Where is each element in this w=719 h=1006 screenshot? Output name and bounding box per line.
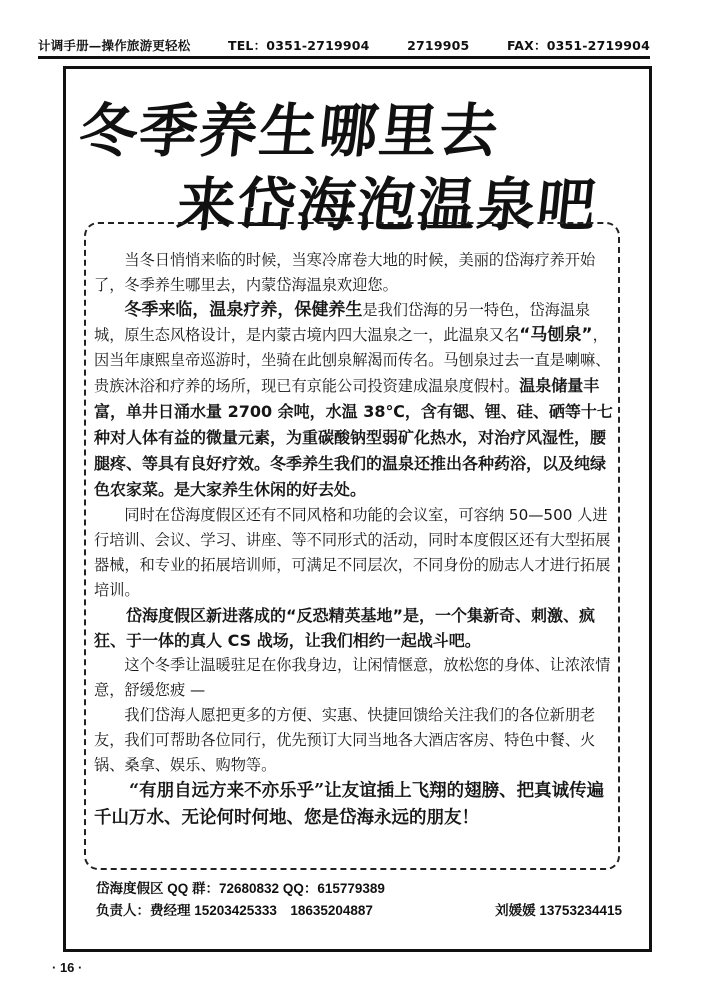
header-tel: TEL：0351-2719904 <box>227 38 370 53</box>
page-number: · 16 · <box>52 960 83 975</box>
article-body <box>94 248 618 832</box>
header-fax: FAX：0351-2719904 <box>506 38 650 53</box>
header-rule <box>38 56 650 59</box>
title-line-2: 来岱海泡温泉吧 <box>173 171 602 239</box>
title-line-1: 冬季养生哪里去 <box>75 97 504 165</box>
paragraph-cs-base: 岱海度假区新进落成的“反恐精英基地”是，一个集新奇、刺激、疯狂、于一体的真人 CS 战场，让我们相约一起战斗吧。 <box>94 606 596 650</box>
footer-contact: 负责人：费经理 15203425333 18635204887 <box>96 903 373 918</box>
footer-qq: 岱海度假区 QQ 群：72680832 QQ：615779389 <box>96 881 385 896</box>
paragraph-service: 我们岱海人愿把更多的方便、实惠、快捷回馈给关注我们的各位新朋老友，我们可帮助各位同行，优先预订大同当地各大酒店客房、特色中餐、火锅、桑拿、娱乐、购物等。 <box>94 706 596 774</box>
hot-spring-lead: 冬季来临，温泉疗养，保健养生 <box>124 300 363 320</box>
footer-qq-row <box>96 878 636 900</box>
hot-spring-text-b: ，因当年康熙皇帝巡游时，坐骑在此刨泉解渴而传名。马刨泉过去一直是喇嘛、贵族沐浴和疗养的场所，现已有京能公司投资建成温泉度假村。 <box>94 326 611 395</box>
page-header <box>38 36 650 54</box>
paragraph-hot-spring <box>94 298 618 503</box>
footer-contact-row <box>96 900 636 922</box>
footer-contact-right: 刘媛媛 13753234415 <box>495 903 622 918</box>
paragraph-meetings: 同时在岱海度假区还有不同风格和功能的会议室，可容纳 50—500 人进行培训、会议、学习、讲座、等不同形式的活动，同时本度假区还有大型拓展器械，和专业的拓展培训师，可满足不同层次，不同身份的励志人才进行拓展培训。 <box>94 506 611 599</box>
paragraph-friends-quote: “有朋自远方来不亦乐乎”让友谊插上飞翔的翅膀、把真诚传遍千山万水、无论何时何地、您是岱海永远的朋友！ <box>94 781 605 828</box>
hot-spring-name: “马刨泉” <box>519 325 593 345</box>
paragraph-winter: 这个冬季让温暖驻足在你我身边，让闲情惬意，放松您的身体、让浓浓情意，舒缓您疲 — <box>94 656 611 699</box>
header-tel-extra: 2719905 <box>407 37 470 53</box>
hot-spring-highlight: 温泉储量丰富，单井日涌水量 2700 余吨，水温 38℃，含有锶、锂、硅、硒等十七种对人体有益的微量元素，为重碳酸钠型弱矿化热水，对治疗风湿性，腰腿疼、等具有良好疗效。冬季养生我们的温泉还推出各种药浴，以及纯绿色农家菜。是大家养生休闲的好去处。 <box>94 376 613 499</box>
paragraph-intro: 当冬日悄悄来临的时候，当寒冷席卷大地的时候，美丽的岱海疗养开始了，冬季养生哪里去，内蒙岱海温泉欢迎您。 <box>94 251 596 294</box>
contact-footer <box>96 878 636 922</box>
hot-spring-text-a: 是我们岱海的另一特色，岱海温泉城，原生态风格设计，是内蒙古境内四大温泉之一，此温泉又名 <box>94 301 591 344</box>
header-tagline: 计调手册—操作旅游更轻松 <box>38 38 191 53</box>
